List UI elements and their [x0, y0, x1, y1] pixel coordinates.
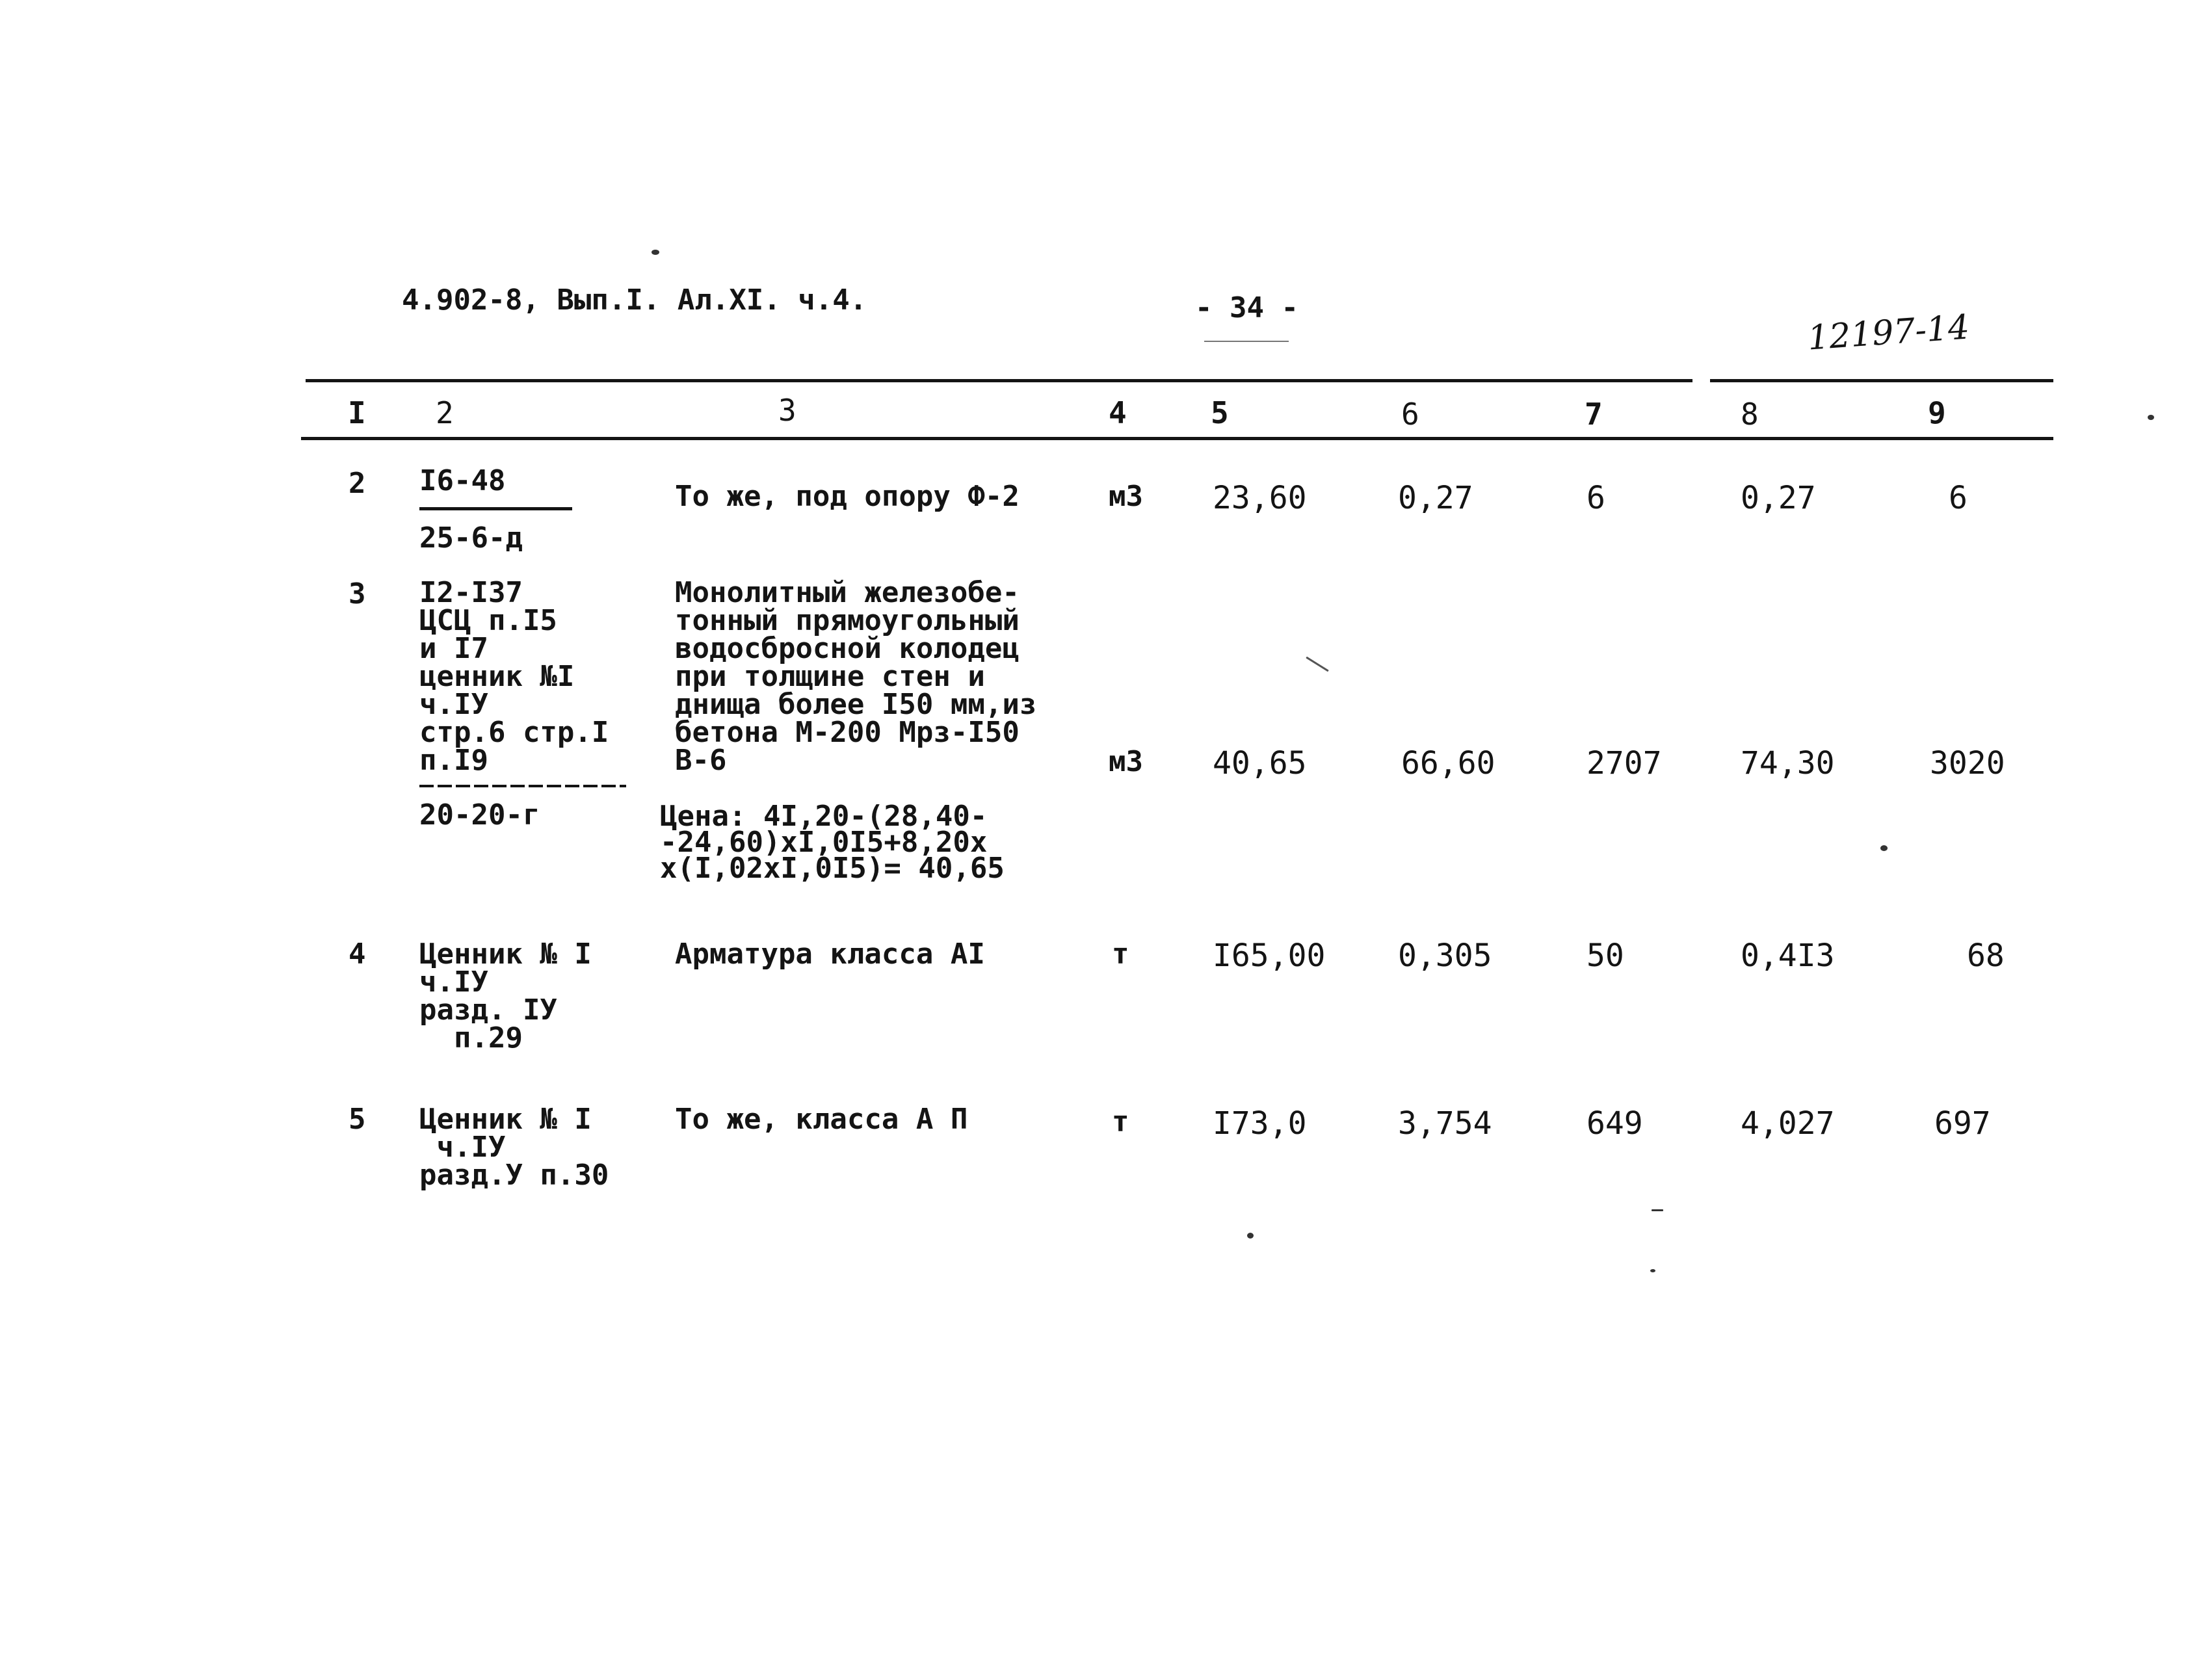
scan-speck	[2148, 415, 2154, 420]
scan-speck	[1247, 1233, 1254, 1239]
row-5-col8: 4,027	[1741, 1105, 1835, 1142]
row-4-col5: I65,00	[1213, 938, 1326, 974]
row-3-col5: 40,65	[1213, 745, 1307, 781]
row-5-col7: 649	[1587, 1105, 1643, 1142]
row-4-col7: 50	[1587, 938, 1624, 974]
row-3-col6: 66,60	[1401, 745, 1495, 781]
scan-speck	[1652, 1209, 1663, 1211]
table-top-rule	[306, 379, 1692, 382]
column-header-6: 6	[1401, 397, 1419, 432]
column-header-8: 8	[1741, 397, 1759, 432]
row-2-code-top: I6-48	[419, 464, 506, 497]
inventory-number: 12197-14	[1806, 308, 1971, 358]
row-3-code-bottom: 20-20-г	[419, 798, 540, 832]
header-bottom-rule	[301, 437, 2053, 440]
row-5-description: То же, класса А П	[675, 1103, 968, 1136]
row-4-unit: т	[1112, 938, 1129, 971]
row-5-col6: 3,754	[1398, 1105, 1492, 1142]
column-header-9: 9	[1928, 395, 1946, 430]
row-5-number: 5	[349, 1103, 366, 1136]
row-2-col7: 6	[1587, 480, 1605, 516]
row-2-col6: 0,27	[1398, 480, 1473, 516]
table-top-rule-right	[1710, 379, 2053, 382]
row-2-description: То же, под опору Ф-2	[675, 480, 1020, 513]
row-3-col7: 2707	[1587, 745, 1662, 781]
column-header-2: 2	[436, 395, 454, 430]
row-4-col9: 68	[1967, 938, 2005, 974]
row-2-number: 2	[349, 467, 366, 500]
scan-speck	[652, 250, 659, 255]
column-header-3: 3	[778, 393, 797, 428]
row-3-code-divider	[419, 785, 626, 787]
page-number: - 34 -	[1195, 291, 1298, 324]
scan-speck	[1306, 657, 1329, 672]
row-2-code-bottom: 25-6-д	[419, 521, 523, 555]
column-header-4: 4	[1109, 395, 1127, 430]
scan-speck	[1880, 845, 1888, 851]
row-2-col5: 23,60	[1213, 480, 1307, 516]
row-2-code-divider	[419, 507, 572, 510]
row-3-code-top: I2-I37 ЦСЦ п.I5 и I7 ценник №I ч.IУ стр.6 стр.I п.I9	[419, 576, 609, 777]
column-header-1: I	[348, 395, 366, 430]
row-3-description: Монолитный железобе- тонный прямоугольный водосбросной колодец при толщине стен и днища более I50 мм,из бетона М-200 Мрз-I50 В-6	[675, 576, 1037, 777]
row-5-unit: т	[1112, 1105, 1129, 1138]
row-4-number: 4	[349, 938, 366, 971]
column-header-5: 5	[1211, 395, 1229, 430]
row-3-col8: 74,30	[1741, 745, 1835, 781]
row-5-col9: 697	[1934, 1105, 1991, 1142]
row-2-col8: 0,27	[1741, 480, 1816, 516]
row-5-code: Ценник № I ч.IУ разд.У п.30	[419, 1103, 609, 1192]
scan-speck	[1650, 1269, 1655, 1272]
column-header-7: 7	[1585, 397, 1603, 432]
page-number-underline	[1204, 341, 1289, 342]
row-4-code: Ценник № I ч.IУ разд. IУ п.29	[419, 938, 592, 1055]
document-reference: 4.902-8, Вып.I. Ал.XI. ч.4.	[402, 283, 867, 317]
row-4-description: Арматура класса АI	[675, 938, 985, 971]
row-3-unit: м3	[1109, 745, 1143, 778]
row-5-col5: I73,0	[1213, 1105, 1307, 1142]
row-3-col9: 3020	[1930, 745, 2005, 781]
row-3-price-note: Цена: 4I,20-(28,40- -24,60)хI,0I5+8,20х х(I,02хI,0I5)= 40,65	[660, 800, 1005, 885]
row-3-number: 3	[349, 577, 366, 610]
row-4-col8: 0,4I3	[1741, 938, 1835, 974]
row-4-col6: 0,305	[1398, 938, 1492, 974]
row-2-col9: 6	[1949, 480, 1968, 516]
row-2-unit: м3	[1109, 480, 1143, 513]
